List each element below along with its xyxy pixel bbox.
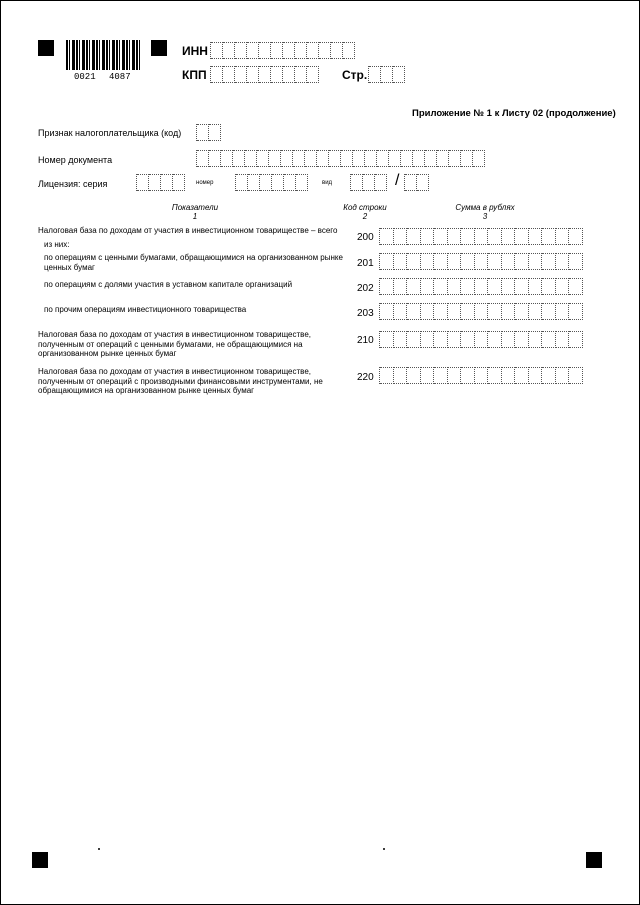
row-202-code: 202	[357, 283, 374, 294]
col1-header-label: Показатели	[171, 203, 219, 212]
appendix-title: Приложение № 1 к Листу 02 (продолжение)	[412, 108, 616, 119]
corner-marker-top-left	[38, 40, 54, 56]
row-200-label: Налоговая база по доходам от участия в инвестиционном товариществе – всего	[38, 226, 338, 235]
row-210-cells[interactable]	[379, 331, 583, 348]
row-200-sub: из них:	[44, 240, 70, 249]
col1-header	[150, 203, 240, 221]
corner-marker-bottom-left	[32, 852, 48, 868]
row-203-label: по прочим операциям инвестиционного товарищества	[44, 305, 247, 314]
license-series-cells[interactable]	[136, 174, 185, 191]
row-210-label: Налоговая база по доходам от участия в инвестиционном товариществе, полученным от операций с ценными бумагами, не обращающимися на организованном рынке ценных бумаг	[38, 330, 312, 358]
row-201-label: по операциям с ценными бумагами, обращающимися на организованном рынке ценных бумаг	[44, 253, 343, 272]
row-210-code: 210	[357, 335, 374, 346]
license-number-label: номер	[196, 180, 214, 186]
col3-header	[440, 203, 530, 221]
row-202-label: по операциям с долями участия в уставном капитале организаций	[44, 280, 293, 289]
col3-header-num: 3	[482, 212, 488, 221]
row-220-cells[interactable]	[379, 367, 583, 384]
row-220-label: Налоговая база по доходам от участия в инвестиционном товариществе, полученным от операций с производными финансовыми инструментами, не обращающимися на организованном рынке ценных бумаг	[38, 367, 323, 395]
row-203-code: 203	[357, 308, 374, 319]
col1-header-num: 1	[192, 212, 198, 221]
barcode-number-left: 0021	[74, 72, 96, 82]
row-201-cells[interactable]	[379, 253, 583, 270]
kpp-cells[interactable]	[210, 66, 319, 83]
corner-marker-bottom-right	[586, 852, 602, 868]
scan-dot	[383, 848, 385, 850]
row-200-code: 200	[357, 232, 374, 243]
page-number-cells[interactable]	[368, 66, 405, 83]
license-number-cells[interactable]	[235, 174, 308, 191]
taxpayer-sign-cells[interactable]	[196, 124, 221, 141]
row-202-cells[interactable]	[379, 278, 583, 295]
row-201-code: 201	[357, 258, 374, 269]
license-slash: /	[395, 172, 400, 189]
row-203-cells[interactable]	[379, 303, 583, 320]
license-type-label: вид	[322, 180, 333, 186]
doc-number-cells[interactable]	[196, 150, 485, 167]
taxpayer-sign-label: Признак налогоплательщика (код)	[38, 128, 182, 138]
col2-header-label: Код строки	[343, 203, 387, 212]
row-200-cells[interactable]	[379, 228, 583, 245]
col2-header	[335, 203, 395, 221]
license-type-cells-1[interactable]	[350, 174, 387, 191]
scan-dot	[98, 848, 100, 850]
license-series-label: Лицензия: серия	[38, 179, 108, 189]
page-label: Стр.	[342, 68, 368, 82]
row-220-code: 220	[357, 372, 374, 383]
col3-header-label: Сумма в рублях	[455, 203, 515, 212]
doc-number-label: Номер документа	[38, 155, 113, 165]
barcode	[66, 40, 140, 70]
license-type-cells-2[interactable]	[404, 174, 429, 191]
inn-cells[interactable]	[210, 42, 355, 59]
col2-header-num: 2	[362, 212, 368, 221]
barcode-number-right: 4087	[109, 72, 131, 82]
corner-marker-top-right	[151, 40, 167, 56]
inn-label: ИНН	[182, 44, 208, 58]
kpp-label: КПП	[182, 68, 207, 82]
